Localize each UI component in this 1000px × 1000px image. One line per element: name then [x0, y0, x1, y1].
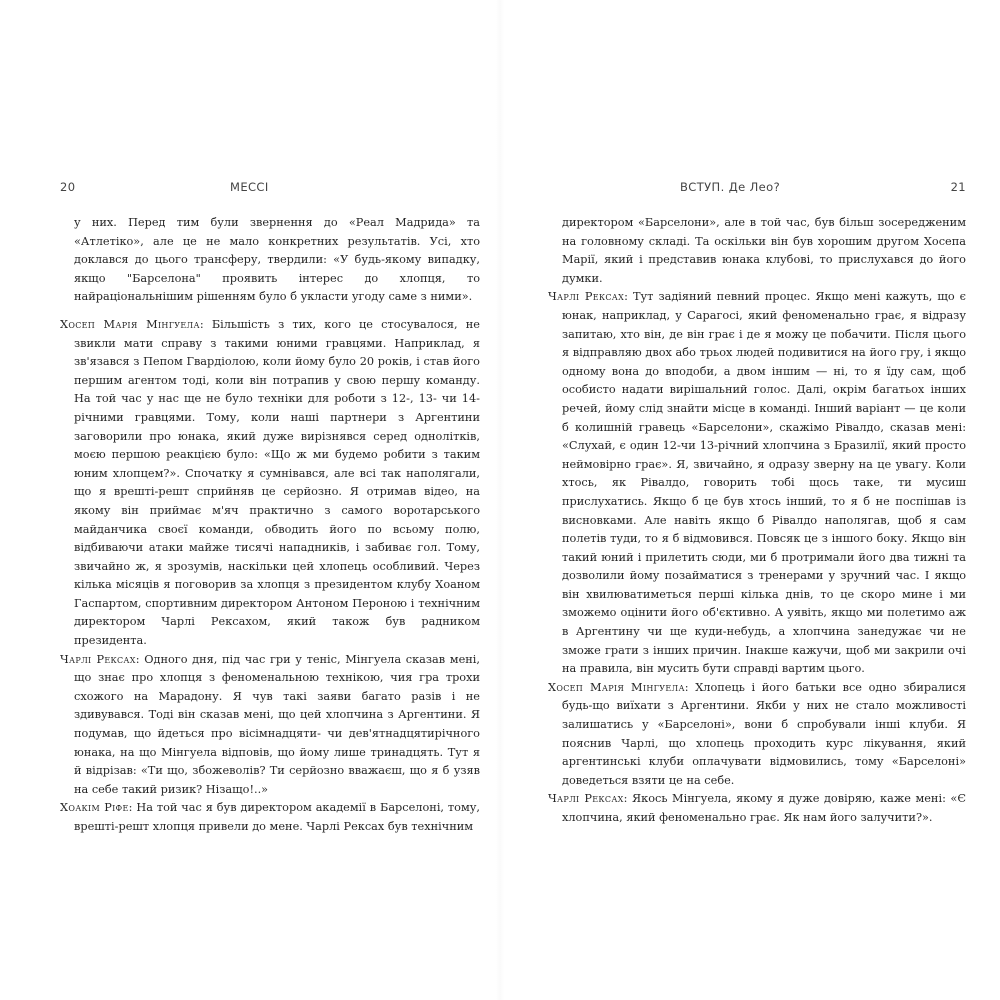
speaker-name: Хосеп Марія Мінгуела — [60, 317, 200, 331]
paragraph-text: : На той час я був директором академії в Барселоні, тому, врешті-решт хлопця привели до мене. Чарлі Рексах був технічним — [74, 801, 480, 833]
left-running-head — [60, 180, 480, 202]
speaker-name: Чарлі Рексах — [60, 652, 136, 666]
paragraph — [548, 214, 966, 288]
paragraph — [60, 799, 480, 836]
running-title-right: ВСТУП. Де Лео? — [680, 180, 781, 194]
paragraph-text: : Одного дня, під час гри у теніс, Мінгуела сказав мені, що знає про хлопця з феноменальною технікою, чия гра трохи схожого на Марадону. Я чув такі заяви багато разів і не здивувався. Тоді він сказав мені, що цей хлопчина з Аргентини. Я подумав, що йдеться про вісімнадцяти- чи дев'ятнадцятирічного юнака, на що Мінгуела відповів, що йому лише тринадцять. Тут я й відрізав: «Ти що, збожеволів? Ти серйозно вважаєш, що я б узяв на себе такий ризик? Нізащо!..» — [74, 652, 480, 796]
paragraph — [60, 316, 480, 651]
paragraph-text: у них. Перед тим були звернення до «Реал Мадрида» та «Атлетіко», але це не мало конкретних результатів. Усі, хто доклався до цього трансферу, твердили: «У будь-якому випадку, якщо "Барселона" проявить інтерес до хлопця, то найраціональнішим рішенням було б укласти угоду саме з ними». — [74, 216, 480, 304]
paragraph — [60, 651, 480, 800]
right-body-text — [548, 214, 966, 828]
paragraph — [60, 214, 480, 307]
speaker-name: Хосеп Марія Мінгуела — [548, 680, 685, 694]
right-running-head — [548, 180, 966, 202]
paragraph — [548, 679, 966, 791]
paragraph-text: : Тут задіяний певний процес. Якщо мені кажуть, що є юнак, наприклад, у Сарагосі, який феноменально грає, я відразу запитаю, хто він, де він грає і де я можу це побачити. Після цього я відправляю двох або трьох людей подивитися на його гру, і якщо одному вона до вподоби, а двом іншим — ні, то я їду сам, щоб особисто надати вирішальний голос. Далі, окрім багатьох інших речей, йому слід знайти місце в команді. Інший варіант — це коли б колишній гравець «Барселони», скажімо Рівалдо, сказав мені: «Слухай, є один 12-чи 13-річний хлопчина з Бразилії, який просто неймовірно грає». Я, звичайно, я одразу зверну на це увагу. Коли хтось, як Рівалдо, говорить тобі щось таке, ти мусиш прислухатись. Якщо б це був хтось інший, то я б не поспішав із висновками. Але навіть якщо б Рівалдо наполягав, щоб я сам полетів туди, то я б відмовився. Повсяк це з іншого боку. Якщо він такий юний і прилетить сюди, ми б протримали його два тижні та дозволили йому позайматися з тренерами у зручний час. І якщо він хвилюватиметься перші кілька днів, то це скоро мине і ми зможемо оцінити його об'єктивно. А уявіть, якщо ми полетимо аж в Аргентину чи ще куди-небудь, а хлопчина занедужає чи не зможе грати з інших причин. Інакше кажучи, щоб ми закрили очі на правила, він мусить бути справді вартим цього. — [562, 290, 966, 676]
page-number-left: 20 — [60, 180, 76, 194]
paragraph — [548, 288, 966, 678]
speaker-name: Чарлі Рексах — [548, 290, 625, 304]
paragraph — [548, 790, 966, 827]
paragraph-text: : Більшість з тих, кого це стосувалося, не звикли мати справу з такими юними гравцями. Наприклад, я зв'язався з Пепом Гвардіолою, коли йому було 20 років, і став його першим агентом тоді, коли він потрапив у свою першу команду. На той час у нас ще не було техніки для роботи з 12-, 13- чи 14-річними гравцями. Тому, коли наші партнери з Аргентини заговорили про юнака, який дуже вирізнявся серед однолітків, моєю першою реакцією було: «Що ж ми будемо робити з таким юним хлопцем?». Спочатку я сумнівався, але всі так наполягали, що я врешті-решт сприйняв це серйозно. Я отримав відео, на якому він приймає м'яч практично з самого воротарського майданчика своєї команди, обводить його по всьому полю, відбиваючи атаки майже тисячі нападників, і забиває гол. Тому, звичайно ж, я зрозумів, наскільки цей хлопець особливий. Через кілька місяців я поговорив за хлопця з президентом клубу Хоаном Гаспартом, спортивним директором Антоном Пероною і технічним директором Чарлі Рексахом, який також був радником президента. — [74, 317, 480, 648]
paragraph-text: : Якось Мінгуела, якому я дуже довіряю, каже мені: «Є хлопчина, який феноменально грає. Як нам його залучити?». — [562, 792, 966, 824]
speaker-name: Чарлі Рексах — [548, 792, 624, 806]
speaker-name: Хоакім Ріфе — [60, 801, 129, 815]
left-body-text — [60, 214, 480, 837]
gutter — [496, 0, 504, 1000]
page-number-right: 21 — [950, 180, 966, 194]
right-page — [548, 180, 966, 828]
paragraph-text: : Хлопець і його батьки все одно збиралися будь-що виїхати з Аргентини. Якби у них не стало можливості залишатись у «Барселоні», вони б спробували інші клуби. Я пояснив Чарлі, що хлопець проходить курс лікування, який аргентинські клуби оплачувати відмовились, тому «Барселоні» доведеться взяти це на себе. — [562, 680, 966, 787]
left-page — [60, 180, 480, 837]
paragraph-text: директором «Барселони», але в той час, був більш зосередженим на головному складі. Та оскільки він був хорошим другом Хосепа Марії, який і представив юнака клубові, то прислухався до його думки. — [562, 216, 966, 285]
running-title-left: МЕССІ — [230, 180, 269, 194]
